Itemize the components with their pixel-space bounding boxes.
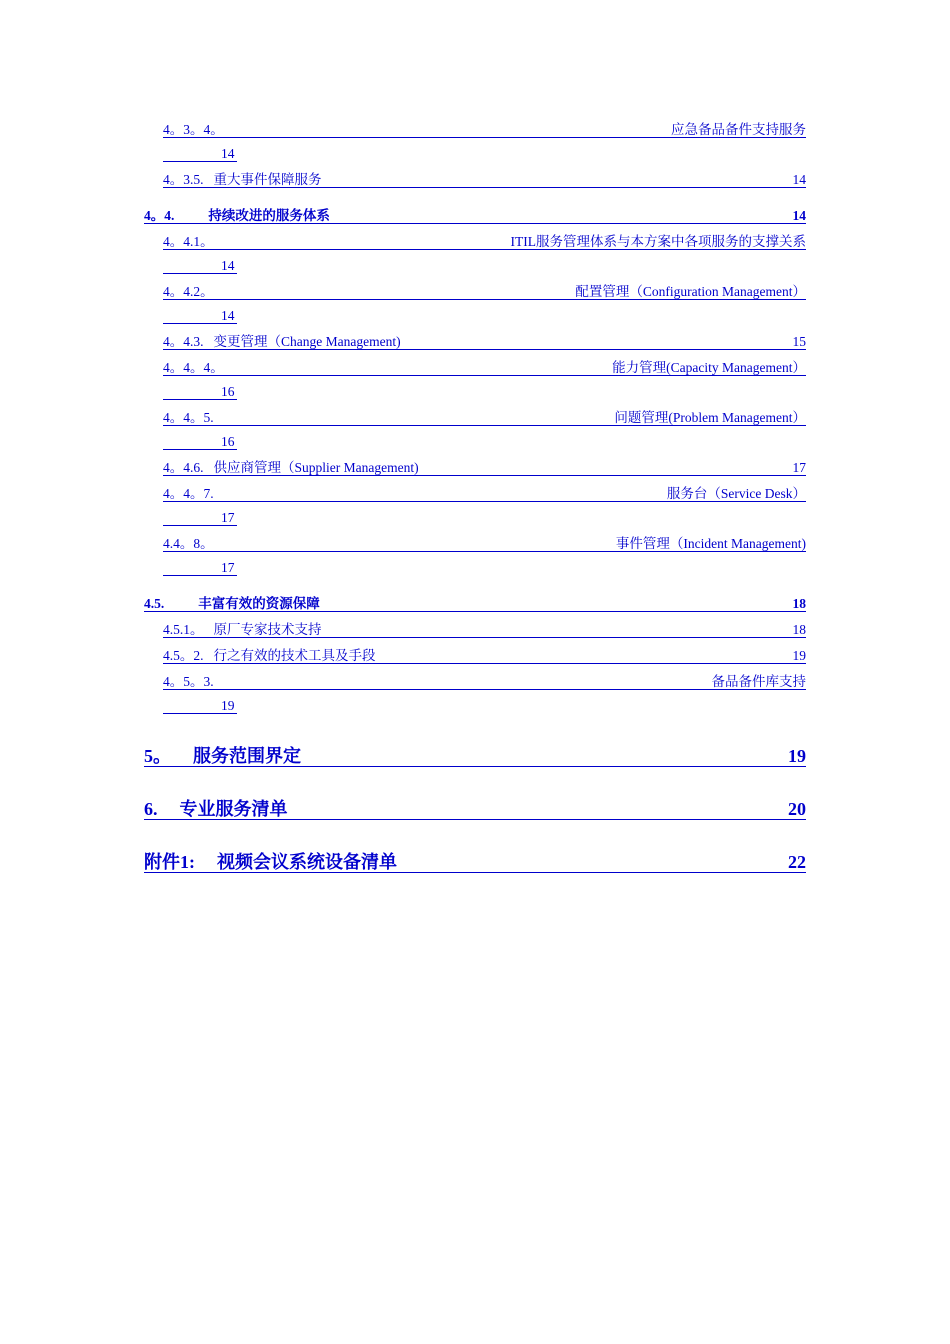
toc-entry-label <box>144 596 320 611</box>
toc-entry[interactable] <box>163 360 806 400</box>
toc-entry[interactable] <box>163 122 806 162</box>
toc-entry-page: 15 <box>792 334 806 349</box>
toc-entry-page: 19 <box>163 698 237 714</box>
toc-entry-number: 4。4.6. <box>163 460 204 475</box>
toc-entry-title: 配置管理（Configuration Management） <box>575 284 806 299</box>
toc-entry-number: 4.5.1。 <box>163 622 204 637</box>
toc-entry-number: 4。4。5. <box>163 410 214 425</box>
toc-entry-number: 4。4. <box>144 208 175 223</box>
toc-entry-title: 丰富有效的资源保障 <box>198 596 320 611</box>
toc-entry-title: 备品备件库支持 <box>711 674 806 689</box>
toc-entry-label <box>163 622 322 637</box>
toc-entry[interactable] <box>163 172 806 188</box>
toc-entry-page: 19 <box>788 746 806 766</box>
toc-entry-page: 22 <box>788 852 806 872</box>
toc-entry-title: 原厂专家技术支持 <box>213 622 322 637</box>
toc-entry-title: 问题管理(Problem Management） <box>614 410 806 425</box>
toc-entry-label <box>163 334 401 349</box>
toc-entry-number: 4.4。8。 <box>163 536 214 551</box>
toc-entry-page: 20 <box>788 799 806 819</box>
toc-entry-number: 4。3.5. <box>163 172 204 187</box>
toc-entry-title: 服务台（Service Desk） <box>666 486 806 501</box>
toc-entry-title: 供应商管理（Supplier Management) <box>213 460 419 475</box>
toc-entry-title: 应急备品备件支持服务 <box>671 122 806 137</box>
toc-entry-label <box>163 648 376 663</box>
toc-entry-number: 4.5. <box>144 596 165 611</box>
toc-entry-title: 视频会议系统设备清单 <box>217 852 397 872</box>
toc-entry-title: 重大事件保障服务 <box>213 172 322 187</box>
toc-entry-label <box>163 172 322 187</box>
toc-entry-page: 19 <box>792 648 806 663</box>
toc-entry-label <box>144 799 288 819</box>
toc-entry-number: 4.5。2. <box>163 648 204 663</box>
toc-entry[interactable] <box>163 648 806 664</box>
toc-entry-number: 4。4。4。 <box>163 360 224 375</box>
toc-entry-title: 事件管理（Incident Management) <box>615 536 806 551</box>
toc-entry-page: 17 <box>163 560 237 576</box>
toc-entry-number: 5。 <box>144 746 171 766</box>
toc-entry-page: 17 <box>792 460 806 475</box>
toc-entry-label <box>163 460 419 475</box>
toc-entry[interactable] <box>144 596 806 612</box>
toc-entry-page: 18 <box>792 622 806 637</box>
toc-entry-number: 4。4.3. <box>163 334 204 349</box>
toc-entry[interactable] <box>144 852 806 873</box>
toc-entry-number: 4。4.1。 <box>163 234 214 249</box>
toc-entry-number: 4。4.2。 <box>163 284 214 299</box>
toc-entry-title: 能力管理(Capacity Management） <box>612 360 806 375</box>
toc-entry-page: 16 <box>163 434 237 450</box>
toc-entry-page: 14 <box>792 208 806 223</box>
toc-entry-page: 14 <box>163 146 237 162</box>
toc-entry-label <box>144 746 301 766</box>
toc-entry-page: 16 <box>163 384 237 400</box>
toc-entry-page: 14 <box>163 308 237 324</box>
toc-entry-number: 附件1: <box>144 852 195 872</box>
toc-entry-number: 4。5。3. <box>163 674 214 689</box>
toc-entry-number: 6. <box>144 799 158 819</box>
toc-entry[interactable] <box>163 410 806 450</box>
toc-entry[interactable] <box>144 799 806 820</box>
toc-entry-page: 18 <box>792 596 806 611</box>
toc-entry-title: ITIL服务管理体系与本方案中各项服务的支撑关系 <box>510 234 806 249</box>
toc-entry[interactable] <box>163 334 806 350</box>
toc-entry[interactable] <box>163 460 806 476</box>
toc-entry-title: 专业服务清单 <box>179 799 288 819</box>
toc-entry[interactable] <box>163 234 806 274</box>
toc-entry[interactable] <box>163 536 806 576</box>
toc-entry-number: 4。3。4。 <box>163 122 224 137</box>
toc-entry[interactable] <box>163 486 806 526</box>
table-of-contents <box>144 122 806 873</box>
toc-entry[interactable] <box>163 622 806 638</box>
toc-entry[interactable] <box>163 284 806 324</box>
toc-entry-page: 14 <box>792 172 806 187</box>
toc-entry-page: 17 <box>163 510 237 526</box>
toc-entry-page: 14 <box>163 258 237 274</box>
toc-entry-number: 4。4。7. <box>163 486 214 501</box>
toc-entry-title: 变更管理（Change Management) <box>213 334 401 349</box>
toc-entry-label <box>144 852 397 872</box>
toc-entry-label <box>144 208 330 223</box>
toc-entry[interactable] <box>144 746 806 767</box>
toc-entry[interactable] <box>144 208 806 224</box>
toc-entry-title: 行之有效的技术工具及手段 <box>213 648 376 663</box>
toc-entry-title: 服务范围界定 <box>193 746 301 766</box>
toc-entry[interactable] <box>163 674 806 714</box>
toc-entry-title: 持续改进的服务体系 <box>208 208 330 223</box>
